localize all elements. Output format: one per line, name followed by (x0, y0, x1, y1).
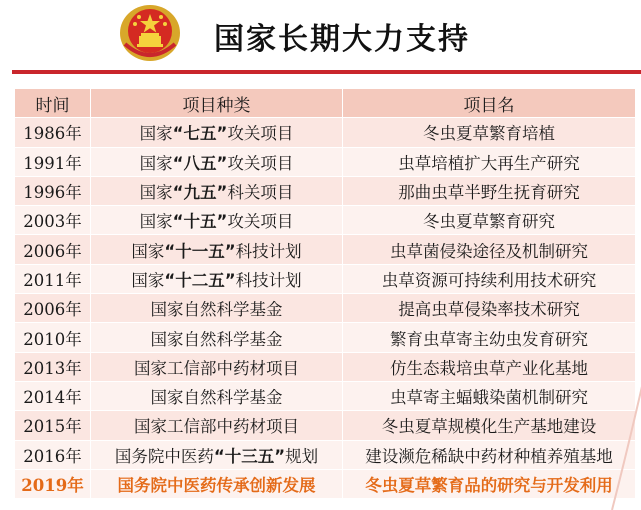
project-type-post: 规划 (285, 446, 319, 466)
project-type-cell (91, 118, 343, 147)
project-type-pre: 国务院中医药 (114, 446, 214, 466)
project-type-cell (91, 352, 343, 381)
project-type-bold: “十二五” (164, 270, 236, 290)
table-row (15, 118, 636, 147)
project-type-post: 科技计划 (235, 270, 302, 290)
project-type-pre: 国家工信部中药材项目 (134, 358, 299, 378)
table-row (15, 235, 636, 264)
column-header: 时间 (15, 89, 91, 118)
project-type-pre: 国务院中医药传承创新发展 (117, 476, 316, 495)
project-type-post: 科技计划 (235, 241, 302, 261)
project-name-cell: 那曲虫草半野生抚育研究 (343, 176, 636, 205)
project-name-cell: 虫草培植扩大再生产研究 (343, 147, 636, 176)
year-cell: 2006年 (15, 294, 91, 323)
year-cell: 2011年 (15, 264, 91, 293)
project-name-cell: 冬虫夏草繁育研究 (343, 206, 636, 235)
project-type-cell (91, 411, 343, 440)
year-cell: 2016年 (15, 440, 91, 469)
table-row (15, 323, 636, 352)
table-row (15, 176, 636, 205)
year-cell: 2006年 (15, 235, 91, 264)
project-type-pre: 国家 (139, 212, 173, 232)
project-type-cell (91, 440, 343, 469)
project-type-cell (91, 206, 343, 235)
project-name-cell: 冬虫夏草繁育品的研究与开发利用 (343, 469, 636, 498)
project-name-cell: 虫草寄主蝠蛾染菌机制研究 (343, 381, 636, 410)
project-type-pre: 国家 (131, 241, 165, 261)
project-name-cell: 提高虫草侵染率技术研究 (343, 294, 636, 323)
column-header: 项目名 (343, 89, 636, 118)
project-type-cell (91, 264, 343, 293)
project-name-cell: 冬虫夏草繁育培植 (343, 118, 636, 147)
year-cell: 2014年 (15, 381, 91, 410)
table-row (15, 469, 636, 498)
project-type-post: 科关项目 (227, 183, 294, 203)
project-name-cell: 建设濒危稀缺中药材种植养殖基地 (343, 440, 636, 469)
project-type-pre: 国家自然科学基金 (150, 329, 283, 349)
year-cell: 2003年 (15, 206, 91, 235)
year-cell: 2019年 (15, 469, 91, 498)
support-projects-table (14, 88, 636, 499)
project-type-pre: 国家自然科学基金 (150, 300, 283, 320)
project-type-pre: 国家自然科学基金 (150, 388, 283, 408)
column-header: 项目种类 (91, 89, 343, 118)
project-type-cell (91, 469, 343, 498)
project-name-cell: 冬虫夏草规模化生产基地建设 (343, 411, 636, 440)
project-type-post: 攻关项目 (227, 153, 294, 173)
project-type-bold: “八五” (172, 153, 228, 173)
year-cell: 2015年 (15, 411, 91, 440)
project-type-cell (91, 294, 343, 323)
table-row (15, 440, 636, 469)
page-title: 国家长期大力支持 (214, 22, 470, 57)
project-type-cell (91, 235, 343, 264)
table-row (15, 411, 636, 440)
project-type-pre: 国家 (139, 153, 173, 173)
project-type-post: 攻关项目 (227, 124, 294, 144)
table-row (15, 381, 636, 410)
project-name-cell: 虫草菌侵染途径及机制研究 (343, 235, 636, 264)
table-row (15, 294, 636, 323)
project-type-pre: 国家 (131, 270, 165, 290)
project-name-cell: 繁育虫草寄主幼虫发育研究 (343, 323, 636, 352)
table-row (15, 206, 636, 235)
project-type-bold: “十三五” (213, 446, 286, 466)
project-type-post: 攻关项目 (227, 212, 294, 232)
project-type-pre: 国家 (139, 124, 173, 144)
project-type-cell (91, 176, 343, 205)
project-type-bold: “十五” (172, 212, 228, 232)
table-header-row (15, 89, 636, 118)
project-type-cell (91, 323, 343, 352)
national-emblem-icon (119, 4, 181, 62)
decorative-line (610, 360, 641, 510)
year-cell: 1986年 (15, 118, 91, 147)
project-name-cell: 虫草资源可持续利用技术研究 (343, 264, 636, 293)
title-divider (12, 70, 641, 74)
year-cell: 1996年 (15, 176, 91, 205)
project-type-pre: 国家工信部中药材项目 (134, 417, 299, 437)
table-row (15, 264, 636, 293)
project-type-bold: “十一五” (164, 241, 236, 261)
project-type-cell (91, 147, 343, 176)
year-cell: 2010年 (15, 323, 91, 352)
project-type-pre: 国家 (139, 183, 173, 203)
year-cell: 1991年 (15, 147, 91, 176)
project-type-cell (91, 381, 343, 410)
table-row (15, 352, 636, 381)
year-cell: 2013年 (15, 352, 91, 381)
project-type-bold: “九五” (172, 183, 228, 203)
project-name-cell: 仿生态栽培虫草产业化基地 (343, 352, 636, 381)
project-type-bold: “七五” (172, 124, 228, 144)
table-row (15, 147, 636, 176)
